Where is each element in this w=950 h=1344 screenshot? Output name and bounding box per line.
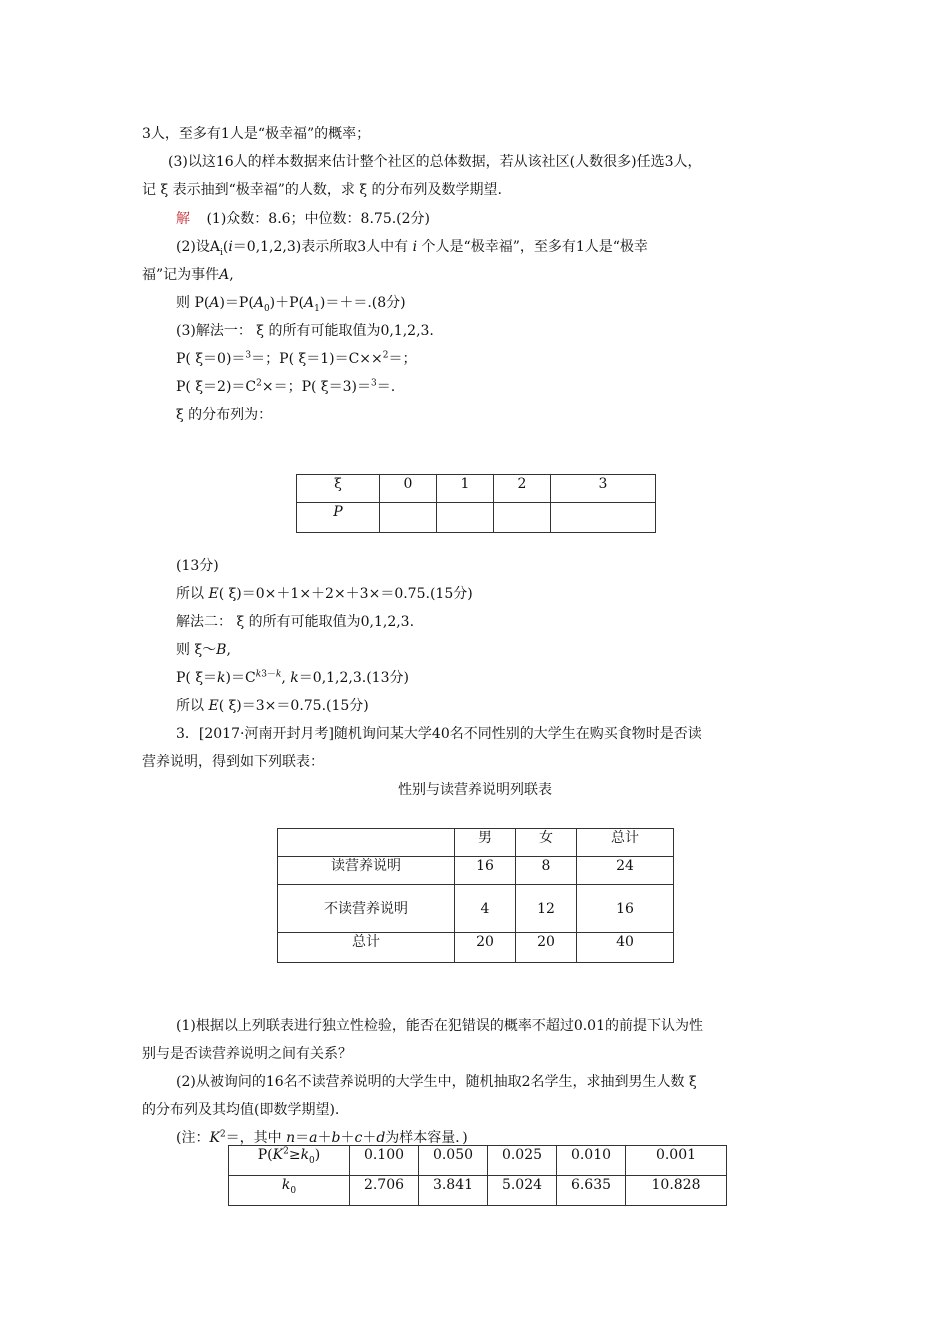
text-line: 别与是否读营养说明之间有关系？ [142, 1046, 352, 1062]
contingency-table [277, 828, 674, 963]
critical-value-table [228, 1145, 727, 1206]
text-line: 3．[2017·河南开封月考]随机询问某大学40名不同性别的大学生在购买食物时是否读 [176, 726, 702, 742]
text-line: 记 ξ 表示抽到“极幸福”的人数，求 ξ 的分布列及数学期望. [142, 182, 502, 198]
table-cell: 不读营养说明 [278, 885, 455, 933]
text-line: 所以 E( ξ)＝0×＋1×＋2×＋3×＝0.75.(15分) [176, 586, 473, 602]
text-line: 则 $P(A)=P(A_0)+P(A_1)=+=.(8$分) [176, 295, 406, 314]
table-cell [437, 503, 494, 533]
text-line: P( $\xi=2)=C^2\times=$；P( ξ＝3)＝$^3$＝. [176, 378, 396, 395]
table-cell: 24 [577, 857, 674, 885]
table-cell [380, 503, 437, 533]
solution-text: (1)众数：8.6；中位数：8.75.(2分) [206, 211, 431, 227]
table-cell: ξ [297, 475, 380, 503]
table-cell: 16 [577, 885, 674, 933]
table-cell: 20 [455, 933, 516, 963]
text-line: (1)根据以上列联表进行独立性检验，能否在犯错误的概率不超过0.01的前提下认为性 [176, 1018, 704, 1034]
table-cell: 10.828 [626, 1176, 727, 1206]
table-cell: 2.706 [350, 1176, 419, 1206]
table-cell [551, 503, 656, 533]
table-cell: 20 [516, 933, 577, 963]
distribution-table [296, 474, 656, 533]
table-cell [494, 503, 551, 533]
table-caption: 性别与读营养说明列联表 [398, 782, 552, 798]
table-cell: 1 [437, 475, 494, 503]
table-cell: 6.635 [557, 1176, 626, 1206]
text-line: (13分) [176, 558, 219, 574]
text-line: P( $\xi=k)=C^{k3-k}$, k＝0,1,2,3.(13分) [176, 669, 409, 686]
solution-label: 解 [176, 211, 190, 227]
text-line: (2)从被询问的16名不读营养说明的大学生中，随机抽取2名学生，求抽到男生人数 ξ [176, 1074, 697, 1090]
table-cell: $k_0$ [229, 1176, 350, 1206]
text-line: (注：$K^2=$，其中 n＝a＋b＋c＋d为样本容量．) [176, 1129, 468, 1146]
table-cell: 12 [516, 885, 577, 933]
table-cell: 0.050 [419, 1146, 488, 1176]
text-line: 3人，至多有1人是“极幸福”的概率； [142, 126, 371, 142]
table-cell: $P(K^2\ge k_0)$ [229, 1146, 350, 1176]
text-line: 则 ξ～B, [176, 642, 231, 658]
text-line: (3)以这16人的样本数据来估计整个社区的总体数据，若从该社区(人数很多)任选3人， [168, 154, 702, 170]
text-line: 营养说明，得到如下列联表： [142, 754, 324, 770]
table-cell: 男 [455, 829, 516, 857]
table-cell: 3 [551, 475, 656, 503]
table-cell: 16 [455, 857, 516, 885]
table-cell: 0.010 [557, 1146, 626, 1176]
table-cell: 总计 [577, 829, 674, 857]
table-cell: 0.100 [350, 1146, 419, 1176]
solution-line [176, 209, 430, 229]
table-cell: 8 [516, 857, 577, 885]
table-cell: 2 [494, 475, 551, 503]
table-cell: 0.025 [488, 1146, 557, 1176]
table-cell: P [297, 503, 380, 533]
table-cell: 40 [577, 933, 674, 963]
table-cell: 5.024 [488, 1176, 557, 1206]
table-cell [278, 829, 455, 857]
text-line: 的分布列及其均值(即数学期望). [142, 1102, 340, 1118]
table-cell: 0.001 [626, 1146, 727, 1176]
text-line: (3)解法一： ξ 的所有可能取值为0,1,2,3. [176, 323, 434, 339]
table-cell: 总计 [278, 933, 455, 963]
text-line: 解法二： ξ 的所有可能取值为0,1,2,3. [176, 614, 415, 630]
table-cell: 读营养说明 [278, 857, 455, 885]
text-line: (2)设$A_i(i=0,1,2,3)$表示所取3人中有 i 个人是“极幸福”，至多有1人是“极幸 [176, 239, 648, 258]
text-line: P( ξ＝0)＝$^3$＝；P( ξ＝1)＝C××$^2$＝； [176, 350, 417, 367]
text-line: 福”记为事件A, [142, 267, 234, 283]
text-line: 所以 E( ξ)＝3×＝0.75.(15分) [176, 698, 369, 714]
table-cell: 3.841 [419, 1176, 488, 1206]
text-line: ξ 的分布列为： [176, 407, 273, 423]
table-cell: 4 [455, 885, 516, 933]
table-cell: 女 [516, 829, 577, 857]
table-cell: 0 [380, 475, 437, 503]
